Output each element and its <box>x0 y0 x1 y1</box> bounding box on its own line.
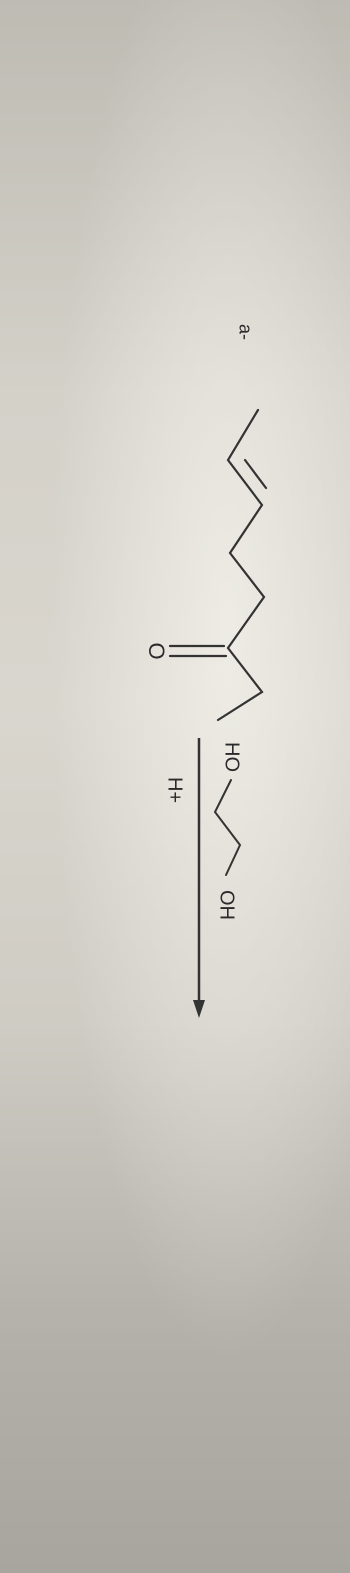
alkene-second-bond <box>245 460 266 488</box>
ethylene-glycol-chain <box>215 780 240 875</box>
reaction-arrow-head <box>193 1000 205 1018</box>
catalyst-label: H+ <box>163 776 186 804</box>
carbon-chain <box>218 410 264 720</box>
reagent-oh-label: OH <box>215 890 238 920</box>
reagent-ho-label: HO <box>220 742 243 772</box>
carbonyl-oxygen-label: O <box>144 642 170 660</box>
ketone-skeleton <box>170 410 266 720</box>
question-label: a- <box>235 323 256 341</box>
